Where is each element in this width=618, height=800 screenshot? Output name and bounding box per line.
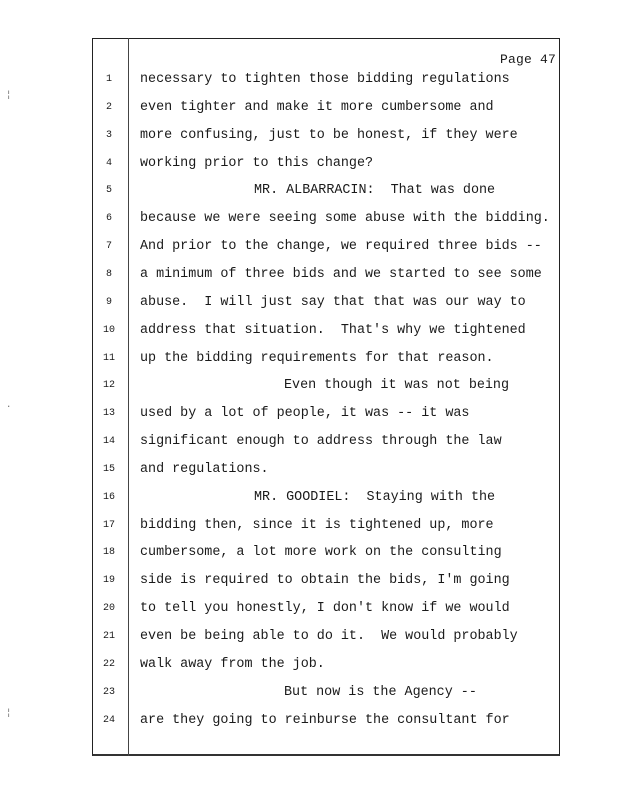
- line-number: 1: [105, 74, 112, 85]
- transcript-line: [0, 183, 618, 203]
- line-text: used by a lot of people, it was -- it was: [140, 406, 470, 422]
- line-number: 6: [105, 213, 112, 225]
- line-number: 18: [102, 547, 115, 559]
- line-number: 21: [102, 631, 115, 642]
- transcript-line: [0, 351, 618, 371]
- line-number: 14: [102, 436, 115, 448]
- transcript-line: [0, 685, 618, 705]
- line-number: 12: [102, 380, 115, 392]
- line-number: 23: [102, 686, 115, 698]
- line-number: 11: [102, 352, 115, 364]
- line-text: more confusing, just to be honest, if they were: [140, 127, 518, 143]
- line-text: cumbersome, a lot more work on the consulting: [140, 545, 502, 561]
- transcript-line: [0, 128, 618, 148]
- line-number: 13: [102, 408, 115, 420]
- transcript-line: [0, 378, 618, 398]
- transcript-line: [0, 406, 618, 426]
- line-number: 22: [102, 658, 115, 670]
- transcript-line: [0, 573, 618, 593]
- line-text: But now is the Agency --: [284, 684, 477, 700]
- transcript-line: [0, 267, 618, 287]
- line-text: Even though it was not being: [284, 378, 509, 394]
- transcript-line: [0, 601, 618, 621]
- line-number: 4: [105, 157, 112, 169]
- scan-artifact-mark: ·: [6, 402, 12, 412]
- transcript-line: [0, 211, 618, 231]
- line-text: And prior to the change, we required three bids --: [140, 239, 542, 255]
- line-text: a minimum of three bids and we started to see some: [140, 266, 542, 282]
- transcript-line: [0, 629, 618, 649]
- transcript-line: [0, 518, 618, 538]
- line-text: because we were seeing some abuse with the bidding.: [140, 211, 550, 227]
- line-text: working prior to this change?: [140, 155, 374, 171]
- line-text: are they going to reinburse the consultant for: [140, 712, 510, 728]
- transcript-line: [0, 156, 618, 176]
- transcript-line: [0, 323, 618, 343]
- line-text: address that situation. That's why we tightened: [140, 322, 526, 338]
- line-text: abuse. I will just say that that was our way to: [140, 294, 526, 310]
- transcript-line: [0, 462, 618, 482]
- line-text: significant enough to address through the law: [140, 434, 502, 450]
- line-text: walk away from the job.: [140, 656, 325, 672]
- transcript-line: [0, 545, 618, 565]
- line-text: bidding then, since it is tightened up, more: [140, 517, 494, 533]
- line-text: to tell you honestly, I don't know if we would: [140, 601, 510, 617]
- line-text: and regulations.: [140, 461, 269, 477]
- scan-artifact-mark: ¦: [6, 90, 12, 100]
- line-text: even be being able to do it. We would probably: [140, 629, 518, 644]
- line-number: 9: [105, 296, 112, 308]
- line-number: 10: [102, 324, 115, 336]
- line-text: necessary to tighten those bidding regulations: [140, 72, 510, 87]
- line-number: 16: [102, 491, 115, 503]
- line-text: MR. ALBARRACIN: That was done: [254, 183, 496, 199]
- transcript-line: [0, 434, 618, 454]
- line-number: 15: [102, 463, 115, 475]
- line-number: 5: [105, 185, 112, 197]
- line-number: 2: [105, 101, 112, 113]
- page-number-label: Page 47: [499, 52, 556, 67]
- transcript-line: [0, 490, 618, 510]
- line-text: MR. GOODIEL: Staying with the: [254, 489, 496, 505]
- scan-artifact-mark: ¦: [6, 708, 12, 718]
- transcript-line: [0, 295, 618, 315]
- line-number: 7: [105, 241, 112, 253]
- line-number: 3: [105, 129, 112, 141]
- line-number: 8: [105, 268, 112, 280]
- transcript-line: [0, 100, 618, 120]
- line-text: even tighter and make it more cumbersome and: [140, 99, 494, 115]
- transcript-line: [0, 713, 618, 733]
- line-text: side is required to obtain the bids, I'm going: [140, 573, 510, 589]
- transcript-line: [0, 657, 618, 677]
- transcript-line: [0, 239, 618, 259]
- line-text: up the bidding requirements for that reason.: [140, 350, 494, 366]
- line-number: 20: [102, 603, 115, 615]
- line-number: 19: [102, 575, 115, 587]
- line-number: 17: [102, 519, 115, 531]
- line-number: 24: [102, 714, 115, 726]
- transcript-line: [0, 72, 618, 92]
